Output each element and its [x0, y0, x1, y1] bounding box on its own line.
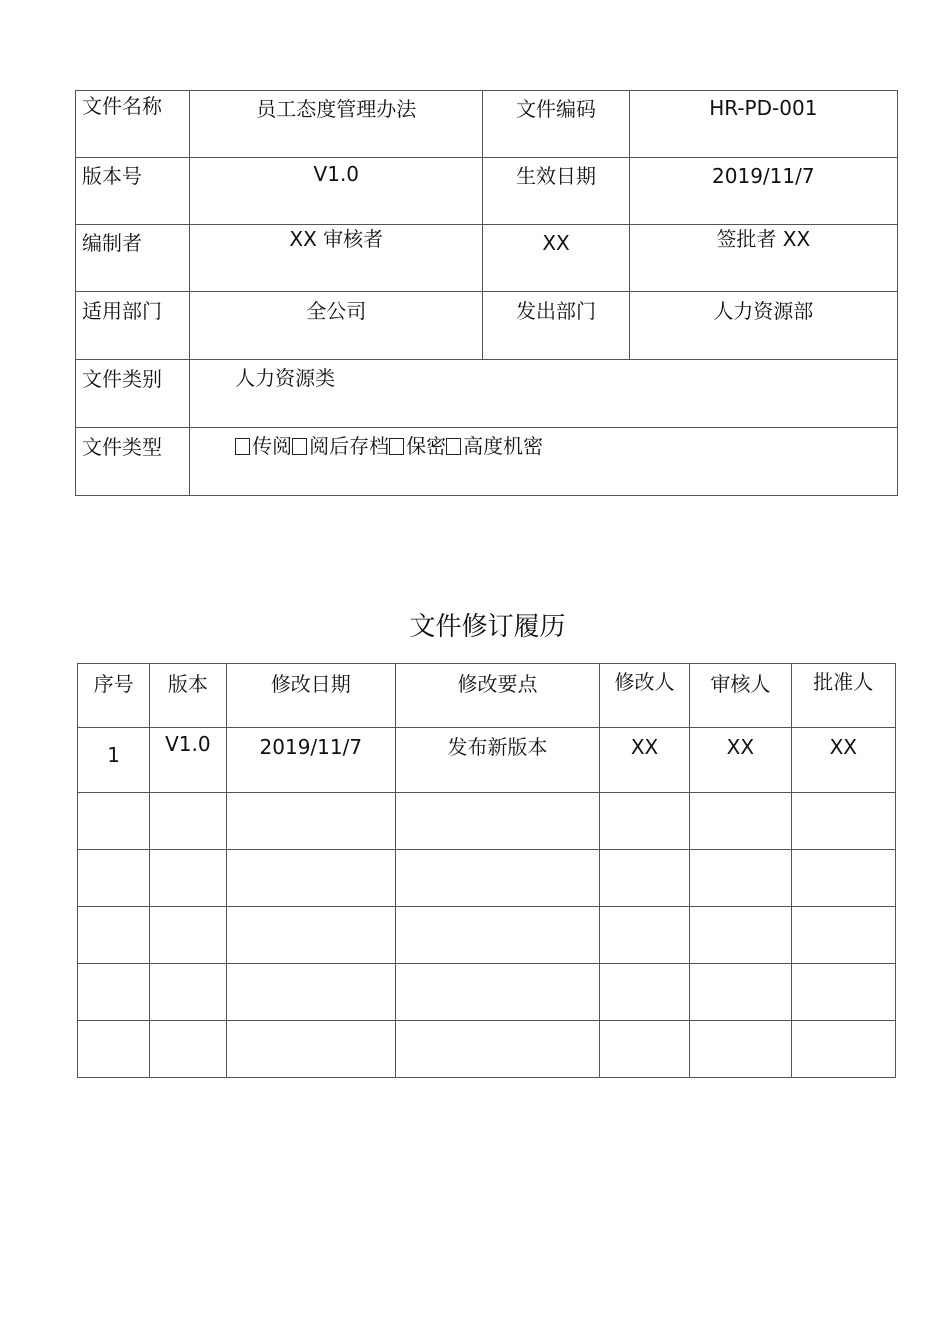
empty-cell: [78, 850, 150, 907]
table-row: [78, 728, 896, 793]
checkbox-icon[interactable]: [292, 438, 307, 455]
empty-cell: [150, 907, 226, 964]
effective-date-label: 生效日期: [483, 158, 629, 225]
row-reviewer: XX: [690, 728, 791, 793]
issuer-label: 发出部门: [483, 292, 629, 360]
empty-cell: [690, 850, 791, 907]
document-info-table: [75, 90, 898, 496]
info-row-type: [76, 428, 898, 496]
row-seq: 1: [78, 728, 150, 793]
empty-cell: [599, 907, 689, 964]
header-modifier: 修改人: [599, 664, 689, 728]
empty-cell: [396, 1021, 600, 1078]
empty-cell: [791, 1021, 895, 1078]
header-key-points: 修改要点: [396, 664, 600, 728]
type-options: [190, 428, 898, 496]
author-value: XX 审核者: [190, 225, 483, 292]
empty-cell: [396, 850, 600, 907]
checkbox-icon[interactable]: [389, 438, 404, 455]
empty-cell: [690, 1021, 791, 1078]
header-modified-date: 修改日期: [226, 664, 396, 728]
info-row-category: [76, 360, 898, 428]
empty-cell: [791, 907, 895, 964]
row-version: V1.0: [150, 728, 226, 793]
empty-cell: [690, 964, 791, 1021]
issuer-value: 人力资源部: [629, 292, 897, 360]
empty-cell: [791, 964, 895, 1021]
header-seq: 序号: [78, 664, 150, 728]
empty-table-row: [78, 907, 896, 964]
row-modified-date: 2019/11/7: [226, 728, 396, 793]
empty-cell: [396, 793, 600, 850]
empty-table-row: [78, 1021, 896, 1078]
header-reviewer: 审核人: [690, 664, 791, 728]
checkbox-icon[interactable]: [235, 438, 250, 455]
empty-cell: [396, 907, 600, 964]
empty-cell: [78, 1021, 150, 1078]
type-label: 文件类型: [76, 428, 190, 496]
version-label: 版本号: [76, 158, 190, 225]
row-approver: XX: [791, 728, 895, 793]
info-row-author: [76, 225, 898, 292]
empty-cell: [226, 907, 396, 964]
type-option-archive[interactable]: 阅后存档: [292, 434, 389, 458]
empty-table-row: [78, 964, 896, 1021]
empty-cell: [226, 850, 396, 907]
scope-value: 全公司: [190, 292, 483, 360]
type-option-confidential[interactable]: 保密: [389, 434, 446, 458]
empty-cell: [150, 1021, 226, 1078]
file-name-value: 员工态度管理办法: [190, 91, 483, 158]
empty-cell: [599, 850, 689, 907]
empty-cell: [78, 907, 150, 964]
version-value: V1.0: [190, 158, 483, 225]
revision-header-row: [78, 664, 896, 728]
reviewer-value: XX: [483, 225, 629, 292]
file-name-label: 文件名称: [76, 91, 190, 158]
header-version: 版本: [150, 664, 226, 728]
file-code-value: HR-PD-001: [629, 91, 897, 158]
empty-cell: [78, 964, 150, 1021]
revision-history-title: 文件修订履历: [409, 612, 566, 642]
row-modifier: XX: [599, 728, 689, 793]
empty-cell: [599, 964, 689, 1021]
header-approver: 批准人: [791, 664, 895, 728]
approver-value: 签批者 XX: [629, 225, 897, 292]
empty-cell: [791, 793, 895, 850]
type-option-top-secret[interactable]: 高度机密: [446, 434, 543, 458]
empty-cell: [396, 964, 600, 1021]
info-row-file-name: [76, 91, 898, 158]
revision-history-table: [77, 663, 896, 1078]
empty-cell: [599, 793, 689, 850]
category-value: 人力资源类: [190, 360, 898, 428]
empty-cell: [226, 793, 396, 850]
empty-cell: [791, 850, 895, 907]
empty-cell: [226, 964, 396, 1021]
empty-cell: [599, 1021, 689, 1078]
empty-cell: [226, 1021, 396, 1078]
type-option-circulate[interactable]: 传阅: [235, 434, 292, 458]
row-key-points: 发布新版本: [396, 728, 600, 793]
file-code-label: 文件编码: [483, 91, 629, 158]
empty-cell: [690, 907, 791, 964]
scope-label: 适用部门: [76, 292, 190, 360]
empty-cell: [150, 793, 226, 850]
empty-table-row: [78, 850, 896, 907]
empty-cell: [690, 793, 791, 850]
info-row-version: [76, 158, 898, 225]
empty-cell: [150, 850, 226, 907]
checkbox-icon[interactable]: [446, 438, 461, 455]
info-row-scope: [76, 292, 898, 360]
empty-table-row: [78, 793, 896, 850]
effective-date-value: 2019/11/7: [629, 158, 897, 225]
author-label: 编制者: [76, 225, 190, 292]
empty-cell: [78, 793, 150, 850]
empty-cell: [150, 964, 226, 1021]
category-label: 文件类别: [76, 360, 190, 428]
